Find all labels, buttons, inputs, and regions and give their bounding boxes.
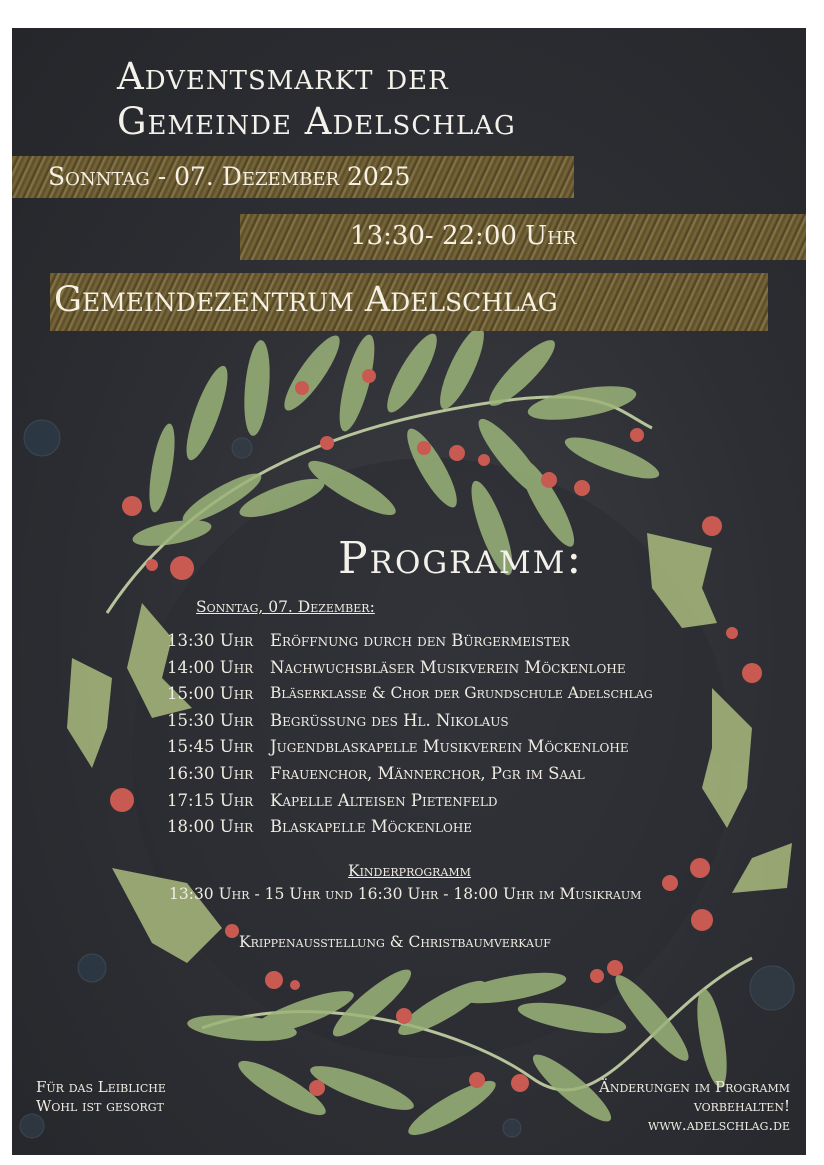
poster — [12, 28, 806, 1155]
footer-changes-note — [599, 1078, 790, 1135]
schedule-time: 16:30 Uhr — [167, 763, 254, 783]
schedule-time: 18:00 Uhr — [167, 817, 254, 837]
event-venue: Gemeindezentrum Adelschlag — [54, 280, 558, 320]
schedule-time: 17:15 Uhr — [167, 790, 254, 810]
program-title: Programm: — [338, 533, 584, 584]
schedule-event: Kapelle Alteisen Pietenfeld — [270, 790, 498, 810]
schedule-time: 14:00 Uhr — [167, 657, 254, 677]
schedule-time: 15:30 Uhr — [167, 710, 254, 730]
title-line-2: Gemeinde Adelschlag — [117, 100, 516, 143]
schedule-event: Eröffnung durch den Bürgermeister — [270, 631, 570, 650]
kids-program-heading: Kinderprogramm — [348, 862, 471, 880]
schedule-event: Begrüssung des Hl. Nikolaus — [270, 710, 509, 730]
schedule-time: 15:45 Uhr — [167, 737, 254, 757]
schedule-time: 13:30 Uhr — [167, 631, 254, 650]
footer-right-line-1: Änderungen im Programm — [598, 1078, 790, 1096]
footer-left-line-2: Wohl ist gesorgt — [36, 1097, 164, 1115]
footer-left-line-1: Für das Leibliche — [36, 1078, 166, 1096]
schedule-time: 15:00 Uhr — [167, 684, 254, 704]
schedule-event: Jugendblaskapelle Musikverein Möckenlohe — [270, 737, 629, 757]
extra-program-text: Krippenausstellung & Christbaumverkauf — [239, 933, 551, 951]
schedule-event: Blaskapelle Möckenlohe — [270, 817, 473, 837]
schedule-event: Nachwuchsbläser Musikverein Möckenlohe — [270, 657, 626, 677]
schedule-event: Frauenchor, Männerchor, Pgr im Saal — [270, 763, 585, 783]
title-line-1: Adventsmarkt der — [117, 55, 449, 98]
venue-band — [50, 273, 768, 331]
time-band — [240, 214, 806, 260]
kids-program-text: 13:30 Uhr - 15 Uhr und 16:30 Uhr - 18:00 Uhr im Musikraum — [169, 885, 642, 903]
program-day-heading: Sonntag, 07. Dezember: — [196, 598, 375, 616]
footer-catering-note — [36, 1078, 166, 1116]
event-date: Sonntag - 07. Dezember 2025 — [48, 162, 411, 191]
footer-right-line-2: vorbehalten! — [693, 1097, 790, 1115]
website-link[interactable]: www.adelschlag.de — [648, 1116, 790, 1134]
event-time: 13:30- 22:00 Uhr — [350, 221, 577, 251]
schedule-event: Bläserklasse & Chor der Grundschule Adelschlag — [270, 684, 653, 703]
date-band — [12, 156, 574, 198]
